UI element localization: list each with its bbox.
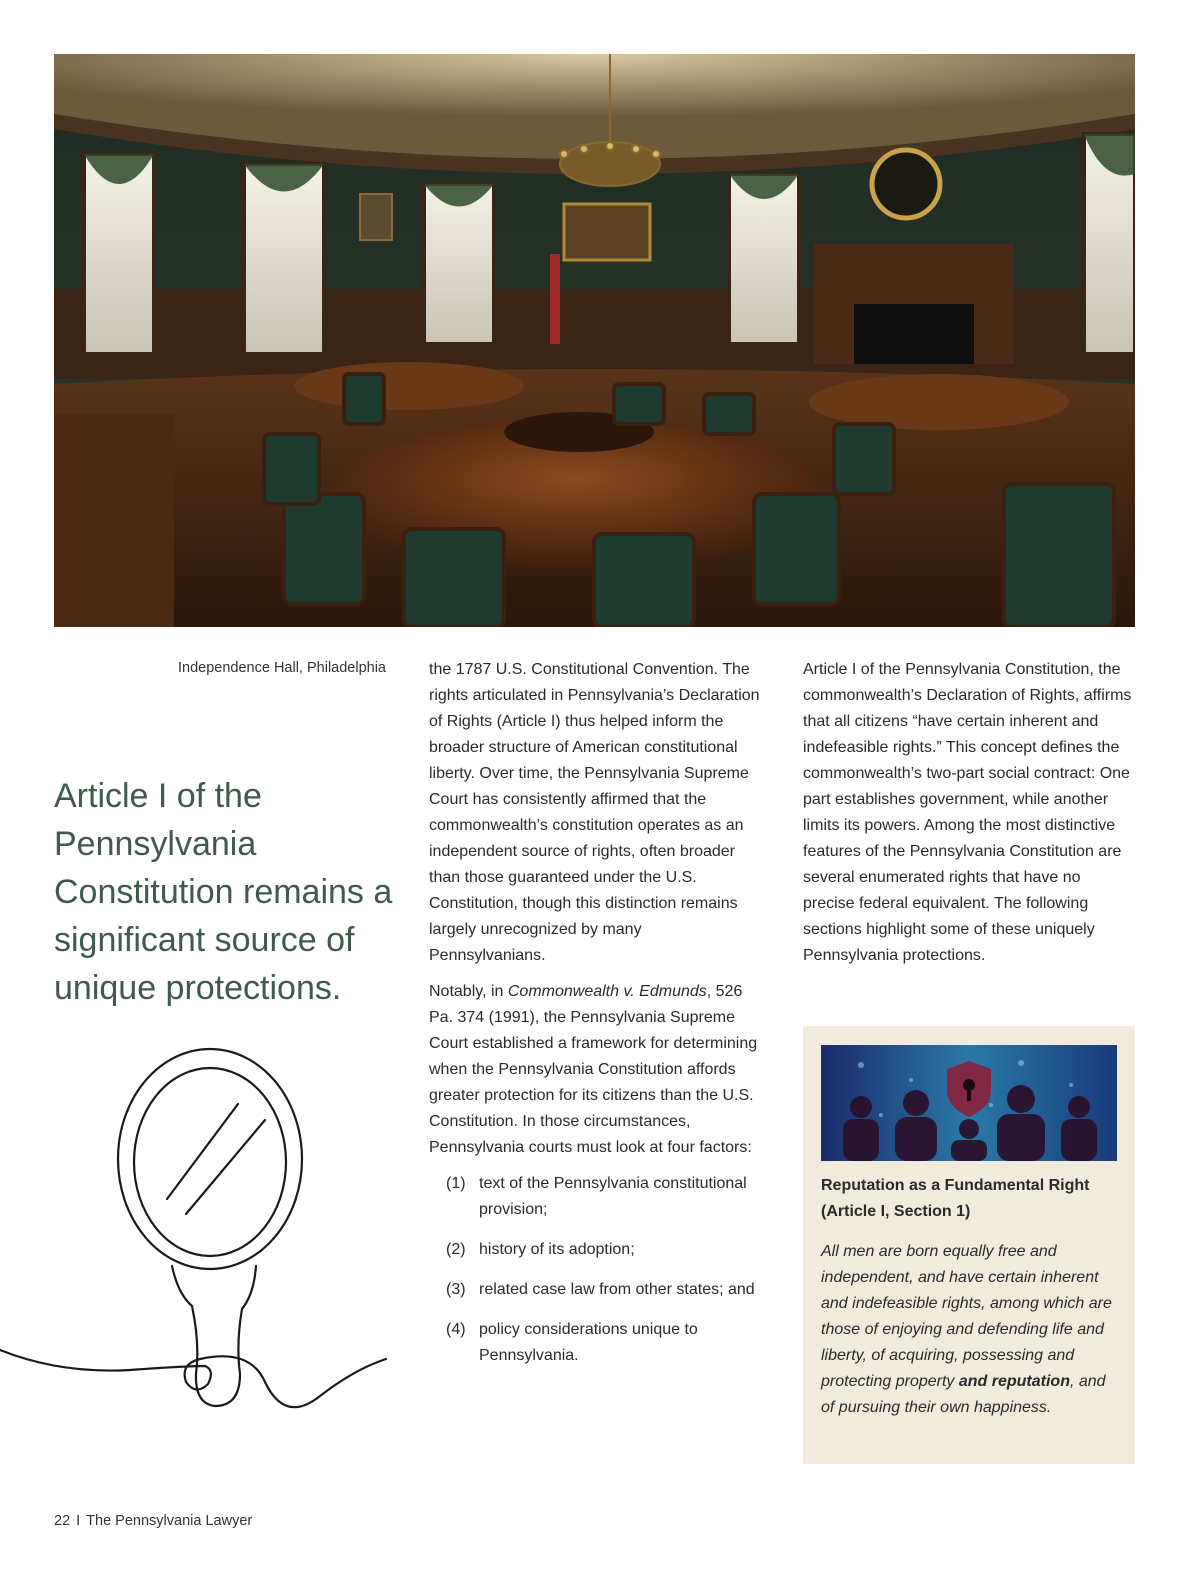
paragraph-article-one: Article I of the Pennsylvania Constitution, the commonwealth’s Declaration of Rights, affirms that all citizens “have certain inherent and indefeasible rights.” This concept defines the commonwealth’s two-part social contract: One part establishes government, while another limits its powers. Among the most distinctive features of the Pennsylvania Constitution are several enumerated rights that have no precise federal equivalent. The following sections highlight some of these uniquely Pennsylvania protections. (803, 661, 1132, 964)
factor-text: text of the Pennsylvania constitutional provision; (479, 1175, 747, 1218)
factor-number: (1) (446, 1175, 466, 1192)
factor-number: (3) (446, 1281, 466, 1298)
list-item (429, 1171, 761, 1223)
quote-text: All men are born equally free and independent, and have certain inherent and indefeasible rights, among which are those of enjoying and defending life and liberty, of acquiring, possessing and protecting property (821, 1243, 1112, 1390)
factor-text: policy considerations unique to Pennsylvania. (479, 1321, 698, 1364)
sidebar-title-line2: (Article I, Section 1) (821, 1203, 971, 1220)
factor-text: history of its adoption; (479, 1241, 635, 1258)
list-item (429, 1277, 761, 1303)
case-name: Commonwealth v. Edmunds (507, 983, 707, 1000)
factor-number: (2) (446, 1241, 466, 1258)
pull-quote: Article I of the Pennsylvania Constitution remains a significant source of unique protections. (54, 777, 393, 1007)
quote-emphasis: and reputation (958, 1373, 1070, 1390)
photo-caption: Independence Hall, Philadelphia (178, 660, 386, 676)
paragraph-intro: the 1787 U.S. Constitutional Convention. The rights articulated in Pennsylvania’s Declaration of Rights (Article I) thus helped inform the broader structure of American constitutional liberty. Over time, the Pennsylvania Supreme Court has consistently affirmed that the commonwealth’s constitution operates as an independent source of rights, often broader than those guaranteed under the U.S. Constitution, though this distinction remains largely unrecognized by many Pennsylvanians. (429, 661, 760, 964)
article-column-2 (429, 657, 761, 1383)
page-footer (54, 1513, 252, 1529)
sidebar-title (821, 1173, 1117, 1225)
hero-image (54, 54, 1135, 627)
security-shield-image (821, 1045, 1117, 1161)
list-item (429, 1317, 761, 1369)
page-number: 22 (54, 1513, 71, 1529)
sidebar-box (803, 1026, 1135, 1464)
sidebar-quote (821, 1239, 1117, 1421)
sidebar-title-line1: Reputation as a Fundamental Right (821, 1177, 1090, 1194)
article-column-3 (803, 657, 1135, 979)
factor-number: (4) (446, 1321, 466, 1338)
text-rest: , 526 Pa. 374 (1991), the Pennsylvania Supreme Court established a framework for determining when the Pennsylvania Constitution affords greater protection for its citizens than the U.S. Constitution. In those circumstances, Pennsylvania courts must look at four factors: (429, 983, 758, 1156)
paragraph-edmunds (429, 979, 761, 1161)
hand-mirror-illustration (0, 1044, 392, 1434)
list-item (429, 1237, 761, 1263)
footer-separator: I (76, 1513, 81, 1529)
factor-text: related case law from other states; and (479, 1281, 755, 1298)
text-lead: Notably, in (429, 983, 508, 1000)
factors-list (429, 1171, 761, 1369)
quote-text-end: , and of pursuing their own happiness. (821, 1373, 1106, 1416)
publication-name: The Pennsylvania Lawyer (86, 1513, 253, 1529)
